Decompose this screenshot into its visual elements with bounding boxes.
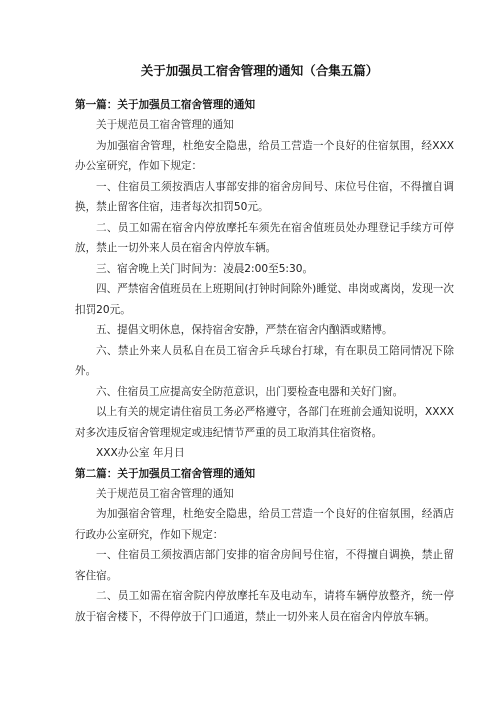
paragraph: 关于规范员工宿舍管理的通知 (96, 487, 234, 500)
paragraph: 为加强宿舍管理，杜绝安全隐患，给员工营造一个良好的住宿氛围，经酒店行政办公室研究，作如下规定： (75, 508, 454, 541)
section-heading: 第二篇：关于加强员工宿舍管理的通知 (75, 467, 256, 480)
paragraph: 一、住宿员工须按酒店人事部安排的宿舍房间号、床位号住宿，不得擅自调换，禁止留客住宿，违者每次扣罚50元。 (75, 180, 454, 213)
section-1 (75, 95, 454, 464)
paragraph: 五、提倡文明休息，保持宿舍安静，严禁在宿舍内酗酒或赌博。 (96, 324, 393, 336)
signature-line: XXX办公室 年月日 (96, 447, 185, 459)
document-title: 关于加强员工宿舍管理的通知（合集五篇） (140, 63, 379, 78)
paragraph: 六、住宿员工应提高安全防范意识，出门要检查电器和关好门窗。 (96, 385, 404, 398)
paragraph: 二、员工如需在宿舍院内停放摩托车及电动车，请将车辆停放整齐，统一停放于宿舍楼下，不得停放于门口通道，禁止一切外来人员在宿舍内停放车辆。 (75, 590, 454, 623)
paragraph: 二、员工如需在宿舍内停放摩托车须先在宿舍值班员处办理登记手续方可停放，禁止一切外来人员在宿舍内停放车辆。 (75, 221, 454, 254)
paragraph: 为加强宿舍管理，杜绝安全隐患，给员工营造一个良好的住宿氛围，经XXX办公室研究，作如下规定： (75, 139, 454, 172)
paragraph: 一、住宿员工须按酒店部门安排的宿舍房间号住宿，不得擅自调换，禁止留客住宿。 (75, 549, 454, 582)
paragraph: 关于规范员工宿舍管理的通知 (96, 119, 234, 131)
section-2 (75, 464, 454, 628)
section-heading: 第一篇：关于加强员工宿舍管理的通知 (75, 99, 256, 111)
paragraph: 六、禁止外来人员私自在员工宿舍乒乓球台打球，有在职员工陪同情况下除外。 (75, 344, 454, 377)
paragraph: 三、宿舍晚上关门时间为：凌晨2:00至5:30。 (96, 262, 314, 275)
paragraph: 以上有关的规定请住宿员工务必严格遵守，各部门在班前会通知说明，XXXX对多次违反宿舍管理规定或违纪情节严重的员工取消其住宿资格。 (75, 406, 454, 439)
paragraph: 四、严禁宿舍值班员在上班期间(打钟时间除外)睡觉、串岗或离岗，发现一次扣罚20元。 (75, 283, 454, 316)
